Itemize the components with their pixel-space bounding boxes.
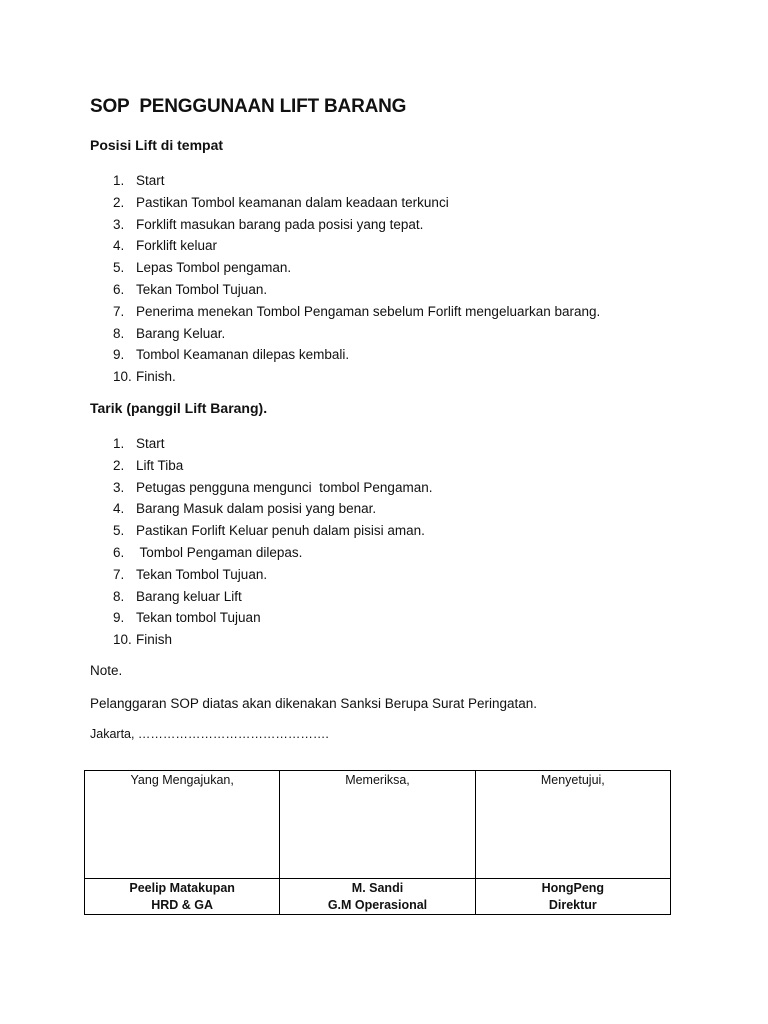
signatory-role: G.M Operasional — [327, 898, 428, 912]
document-page — [90, 96, 690, 741]
list-item — [90, 301, 690, 323]
step-number: 2. — [113, 194, 125, 210]
step-text: Tombol Pengaman dilepas. — [136, 544, 303, 560]
step-number: 9. — [113, 610, 125, 626]
step-text: Lepas Tombol pengaman. — [136, 260, 292, 276]
signatory-role: HRD & GA — [151, 898, 214, 912]
list-item — [90, 520, 690, 542]
step-text: Tombol Keamanan dilepas kembali. — [136, 347, 350, 363]
step-number: 6. — [113, 281, 125, 297]
step-text: Barang Keluar. — [136, 325, 226, 341]
step-text: Pastikan Forlift Keluar penuh dalam pisisi aman. — [136, 523, 425, 539]
list-item — [90, 629, 690, 651]
note-label: Note. — [90, 662, 123, 678]
list-item — [90, 455, 690, 477]
signatory-role: Direktur — [548, 898, 597, 912]
step-text: Start — [136, 173, 165, 188]
signatory-name: HongPeng — [541, 881, 605, 895]
step-number: 7. — [113, 566, 125, 582]
step-text: Lift Tiba — [136, 457, 184, 473]
signature-header-reviewer: Memeriksa, — [280, 771, 475, 879]
step-number: 10. — [113, 369, 132, 385]
step-number: 9. — [113, 347, 125, 363]
step-number: 6. — [113, 544, 125, 560]
list-item — [90, 607, 690, 629]
place-date-line: Jakarta, ………………………………………. — [90, 726, 329, 741]
step-text: Finish — [136, 632, 173, 648]
step-text: Start — [136, 435, 165, 451]
section-tarik-lift — [90, 400, 690, 651]
step-text: Forklift masukan barang pada posisi yang tepat. — [136, 216, 424, 232]
signature-header-proposer: Yang Mengajukan, — [85, 771, 280, 879]
step-text: Tekan tombol Tujuan — [136, 610, 261, 626]
step-text: Penerima menekan Tombol Pengaman sebelum Forlift mengeluarkan barang. — [136, 303, 601, 319]
list-item — [90, 214, 690, 236]
step-text: Pastikan Tombol keamanan dalam keadaan terkunci — [136, 194, 449, 210]
step-text: Petugas pengguna mengunci tombol Pengaman. — [136, 479, 433, 495]
step-number: 1. — [113, 435, 125, 451]
signature-cell-reviewer — [280, 879, 475, 915]
step-number: 5. — [113, 523, 125, 539]
signature-cell-proposer — [85, 879, 280, 915]
list-item — [90, 192, 690, 214]
step-number: 1. — [113, 173, 125, 188]
list-item — [90, 498, 690, 520]
step-number: 4. — [113, 238, 125, 254]
signature-table — [84, 770, 671, 915]
step-number: 3. — [113, 216, 125, 232]
signatory-name: M. Sandi — [351, 881, 404, 895]
list-item — [90, 323, 690, 345]
step-number: 5. — [113, 260, 125, 276]
list-item — [90, 433, 690, 455]
list-item — [90, 344, 690, 366]
step-number: 4. — [113, 501, 125, 517]
list-item — [90, 257, 690, 279]
step-text: Forklift keluar — [136, 238, 218, 254]
list-item — [90, 586, 690, 608]
list-item — [90, 542, 690, 564]
section-heading: Posisi Lift di tempat — [90, 137, 224, 153]
list-item — [90, 564, 690, 586]
step-text: Barang keluar Lift — [136, 588, 242, 604]
document-title: SOP PENGGUNAAN LIFT BARANG — [90, 96, 407, 117]
step-text: Tekan Tombol Tujuan. — [136, 566, 268, 582]
list-item — [90, 477, 690, 499]
violation-notice: Pelanggaran SOP diatas akan dikenakan Sanksi Berupa Surat Peringatan. — [90, 695, 538, 711]
signature-name-row — [85, 879, 671, 915]
section-heading: Tarik (panggil Lift Barang). — [90, 399, 268, 416]
list-item — [90, 366, 690, 388]
step-text: Finish. — [136, 369, 176, 385]
step-number: 10. — [113, 632, 132, 648]
list-item — [90, 279, 690, 301]
steps-list — [90, 170, 690, 388]
signature-cell-approver — [475, 879, 670, 915]
step-number: 3. — [113, 479, 125, 495]
signature-header-approver: Menyetujui, — [475, 771, 670, 879]
section-posisi-lift — [90, 137, 690, 388]
step-number: 8. — [113, 325, 125, 341]
list-item — [90, 235, 690, 257]
signature-header-row — [85, 771, 671, 879]
step-number: 7. — [113, 303, 125, 319]
step-text: Barang Masuk dalam posisi yang benar. — [136, 501, 377, 517]
signatory-name: Peelip Matakupan — [129, 881, 235, 895]
step-number: 2. — [113, 457, 125, 473]
step-number: 8. — [113, 588, 125, 604]
step-text: Tekan Tombol Tujuan. — [136, 281, 268, 297]
list-item — [90, 170, 690, 192]
steps-list — [90, 433, 690, 651]
